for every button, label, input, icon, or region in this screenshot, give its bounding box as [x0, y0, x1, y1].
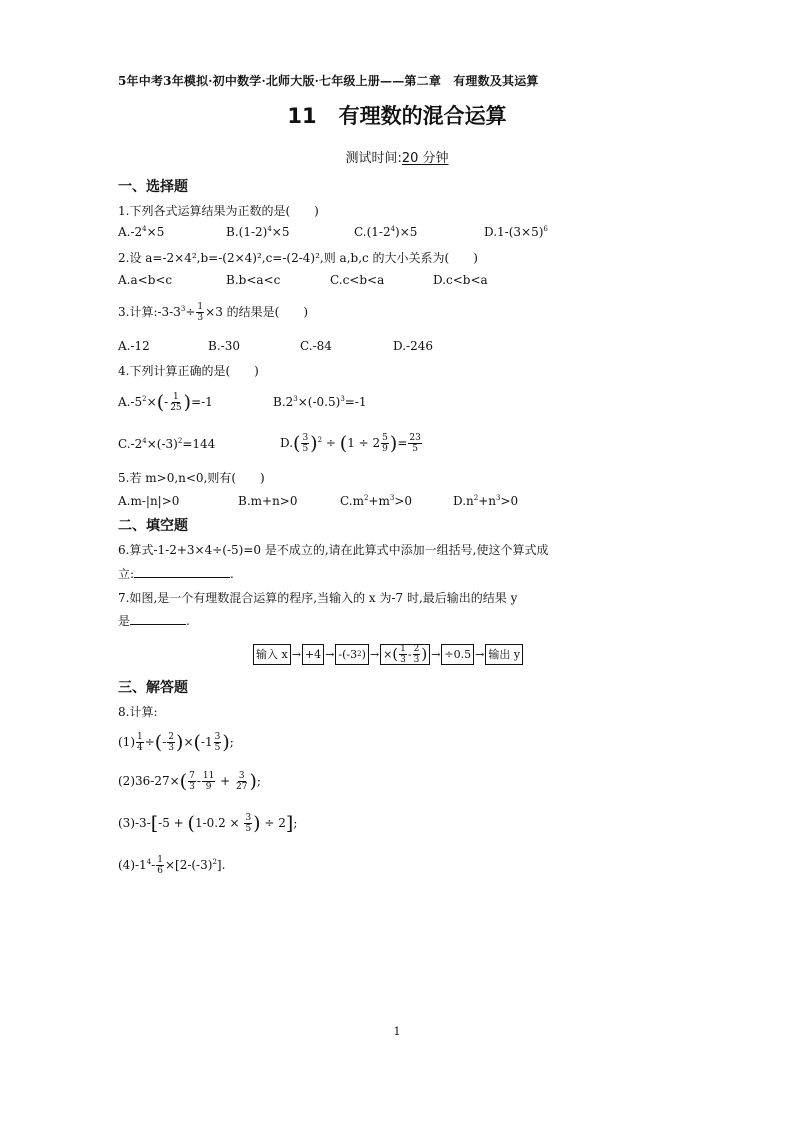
program-flowchart: [253, 642, 523, 666]
q8-part2: (2)36-27×( $\frac{7}{3}$ - $\frac{11}{9}$ + $\frac{3}{27}$ );: [118, 770, 261, 793]
q7-line2: 是 .: [118, 614, 190, 628]
arrow-right-icon: →: [325, 647, 335, 661]
q2-option-b: B.b<a<c: [226, 273, 281, 287]
q1-option-b: $B.(1-2)^4\times 5$: [226, 225, 290, 239]
q7-answer-blank[interactable]: [130, 612, 186, 625]
arrow-right-icon: →: [291, 647, 301, 661]
test-time-label: 测试时间:: [345, 151, 402, 166]
q6-line2: 立: .: [118, 567, 234, 581]
q2-option-d: D.c<b<a: [433, 273, 488, 287]
q4-option-d: D.( $\frac{3}{5}$ )$^2$ ÷ (1 ÷ 2 $\frac{5}{9}$ )= $\frac{23}{5}$: [280, 432, 421, 455]
q3-fraction: $\frac{1}{3}$: [197, 302, 204, 323]
q2-stem: 2.设 a=-2×4²,b=-(2×4)²,c=-(2-4)²,则 a,b,c 的大小关系为( ): [118, 251, 478, 265]
q3-option-c: C.-84: [300, 339, 332, 353]
q4-stem: 4.下列计算正确的是( ): [118, 364, 259, 378]
q3-stem: 3.计算$:-3-3^3\div$ $\frac{1}{3}$ ×3 的结果是( ): [118, 302, 309, 323]
q6-answer-blank[interactable]: [134, 565, 230, 578]
title-number: 11: [287, 104, 317, 128]
q3-option-d: D.-246: [393, 339, 433, 353]
q5-stem: 5.若 m>0,n<0,则有( ): [118, 471, 265, 485]
flow-add-box: +4: [302, 644, 324, 665]
flow-output-box: 输出 y: [485, 644, 523, 665]
q2-option-a: A.a<b<c: [118, 273, 173, 287]
q1-option-d: $D.1-(3\times 5)^6$: [484, 225, 548, 239]
section-solve-heading: 三、解答题: [118, 680, 188, 696]
flow-divide-box: ÷0.5: [441, 644, 474, 665]
q4-option-b: $B.2^3\times(-0.5)^3=-1$: [273, 395, 367, 409]
q3-option-a: A.-12: [118, 339, 150, 353]
title-text: 有理数的混合运算: [338, 104, 507, 128]
test-time: [0, 147, 794, 166]
q5-option-a: A.m-|n|>0: [118, 494, 180, 508]
q6-line1: 6.算式-1-2+3×4÷(-5)=0 是不成立的,请在此算式中添加一组括号,使这个算式成: [118, 543, 549, 557]
q5-option-c: $C.m^2+m^3>0$: [340, 494, 413, 508]
page-header: 5年中考3年模拟·初中数学·北师大版·七年级上册——第二章 有理数及其运算: [118, 74, 539, 88]
q4-option-c: $C.-2^4\times(-3)^2=144$: [118, 437, 216, 451]
section-fill-heading: 二、填空题: [118, 518, 188, 534]
q5-option-d: $D.n^2+n^3>0$: [453, 494, 519, 508]
arrow-right-icon: →: [431, 647, 441, 661]
q5-option-b: B.m+n>0: [238, 494, 298, 508]
q8-stem: 8.计算:: [118, 705, 158, 719]
q2-option-c: C.c<b<a: [330, 273, 385, 287]
q1-option-a: $A.-2^4\times 5$: [118, 225, 165, 239]
flow-input-box: 输入 x: [253, 644, 291, 665]
page-title: [0, 100, 794, 130]
q8-part1: (1) $\frac{1}{4}$ ÷(- $\frac{2}{3}$ )×(-1 $\frac{3}{5}$ );: [118, 731, 234, 754]
flow-subtract-box: -(-3 2 ): [335, 644, 369, 665]
arrow-right-icon: →: [369, 647, 380, 661]
arrow-right-icon: →: [475, 647, 485, 661]
test-time-value: 20 分钟: [401, 151, 449, 166]
q7-line1: 7.如图,是一个有理数混合运算的程序,当输入的 x 为-7 时,最后输出的结果 y: [118, 591, 518, 605]
flow-multiply-box: × ( $\frac{1}{3}$ - $\frac{2}{3}$ ): [380, 644, 430, 665]
q1-stem: 1.下列各式运算结果为正数的是( ): [118, 204, 319, 218]
q8-part3: (3)-3-[-5 + (1-0.2 × $\frac{3}{5}$ ) ÷ 2];: [118, 812, 298, 835]
q8-part4: $(4)-1^4-$ $\frac{1}{6}$ $\times[2-(-3)^2]$.: [118, 855, 226, 876]
page-number: 1: [393, 1025, 401, 1038]
q1-option-c: $C.(1-2^4)\times 5$: [354, 225, 418, 239]
q3-option-b: B.-30: [208, 339, 240, 353]
q4-option-a: $A.-5^2\times(-$ $\frac{1}{25}$ )=-1: [118, 391, 213, 414]
section-choice-heading: 一、选择题: [118, 179, 188, 195]
